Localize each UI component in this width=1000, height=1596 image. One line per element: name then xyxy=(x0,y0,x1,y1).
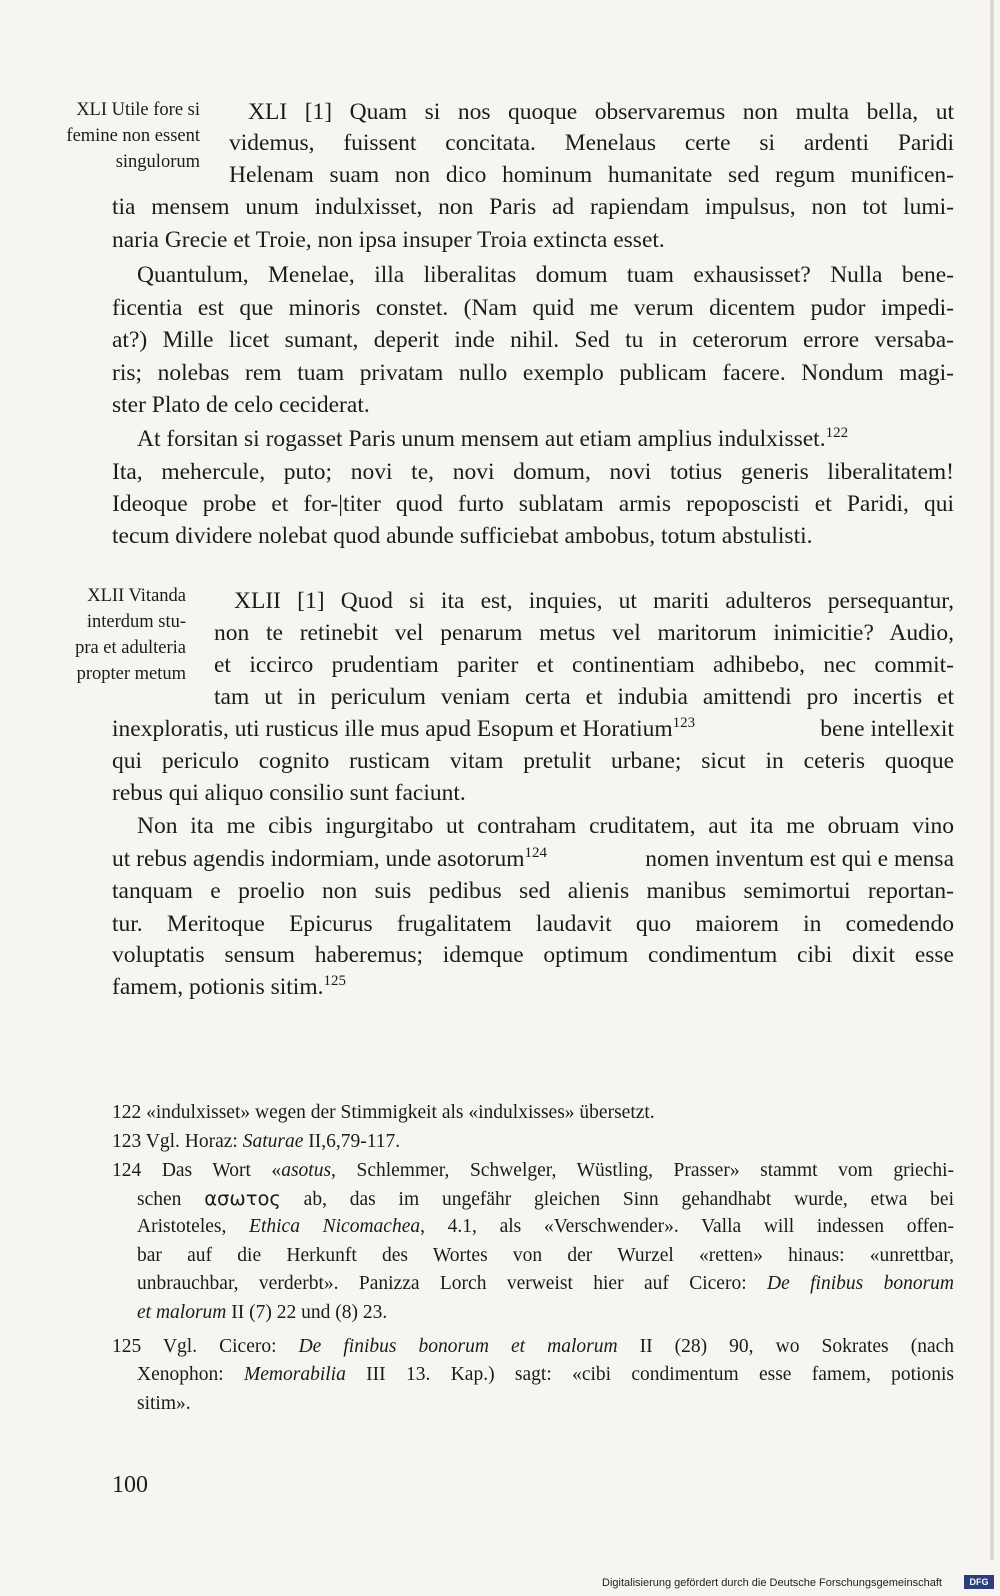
text-line: voluptatis sensum haberemus; idemque optimum condimentum cibi dixit esse xyxy=(112,942,954,968)
fn-text: II (28) 90, wo Sokrates (nach xyxy=(617,1336,955,1357)
text-line: XLI [1] Quam si nos quoque observaremus non multa bella, ut xyxy=(248,99,954,125)
fn-text: 125 Vgl. Cicero: xyxy=(112,1336,299,1357)
text-line: tanquam e proelio non suis pedibus sed alienis manibus semimortui reportan- xyxy=(112,878,954,904)
fn-line xyxy=(112,1334,954,1359)
text-fragment: nomen inventum est qui e mensa xyxy=(645,846,954,872)
text-fragment: At forsitan si rogasset Paris unum mensem aut etiam amplius indulxisset. xyxy=(137,426,826,452)
text-fragment: bene intellexit xyxy=(820,716,954,742)
margin-note-line: XLII Vitanda xyxy=(87,586,186,606)
fn-text: schen xyxy=(137,1189,205,1210)
fn-text: , Schlemmer, Schwelger, Wüstling, Prasser» stammt vom griechi- xyxy=(331,1160,954,1181)
text-line xyxy=(112,972,346,1002)
text-line xyxy=(137,424,848,454)
page-edge-shadow xyxy=(990,0,994,1560)
text-line: tam ut in periculum veniam certa et indubia amittendi pro incertis et xyxy=(214,684,954,710)
text-line: et iccirco prudentiam pariter et continentiam adhibebo, nec commit- xyxy=(214,652,954,678)
note-ref-124: 124 xyxy=(524,845,547,861)
fn-title: Memorabilia xyxy=(244,1364,346,1385)
fn-line xyxy=(137,1271,954,1296)
text-line: Ita, mehercule, puto; novi te, novi domum, novi totius generis liberalitatem! xyxy=(112,459,954,485)
fn-line xyxy=(137,1300,387,1325)
text-line: XLII [1] Quod si ita est, inquies, ut mariti adulteros persequantur, xyxy=(234,588,954,614)
fn-text: III 13. Kap.) sagt: «cibi condimentum esse famem, potionis xyxy=(345,1364,954,1385)
text-line: non te retinebit vel penarum metus vel maritorum inimicitie? Audio, xyxy=(214,620,954,646)
text-line: qui periculo cognito rusticam vitam pretulit urbane; sicut in ceteris quoque xyxy=(112,748,954,774)
fn-title: Ethica Nicomachea xyxy=(249,1216,421,1237)
footnote-123 xyxy=(112,1129,400,1154)
margin-note-line: pra et adulteria xyxy=(75,638,186,658)
text-fragment: inexploratis, uti rusticus ille mus apud Esopum et Horatium xyxy=(112,716,673,742)
note-ref-122: 122 xyxy=(825,425,849,441)
dfg-logo: DFG xyxy=(964,1575,994,1589)
fn-text: 124 Das Wort « xyxy=(112,1160,282,1181)
text-fragment: ut rebus agendis indormiam, unde asotorum xyxy=(112,846,525,872)
fn-title: asotus xyxy=(281,1160,332,1181)
footnote-122: 122 «indulxisset» wegen der Stimmigkeit als «indulxisses» übersetzt. xyxy=(112,1102,655,1123)
digitization-credit: Digitalisierung gefördert durch die Deutsche Forschungsgemeinschaft xyxy=(602,1577,942,1589)
text-line: at?) Mille licet sumant, deperit inde nihil. Sed tu in ceterorum errore versaba- xyxy=(112,327,954,353)
fn-title: De finibus bonorum et malorum xyxy=(298,1336,618,1357)
text-line: rebus qui aliquo consilio sunt faciunt. xyxy=(112,780,466,806)
fn-title: Saturae xyxy=(242,1131,304,1152)
text-line: ficentia est que minoris constet. (Nam quid me verum dicentem pudor impedi- xyxy=(112,295,954,321)
fn-line xyxy=(112,1158,954,1183)
fn-line: sitim». xyxy=(137,1393,191,1414)
text-line: Non ita me cibis ingurgitabo ut contraham cruditatem, aut ita me obruam vino xyxy=(137,813,954,839)
fn-line xyxy=(137,1362,954,1387)
margin-note-line: femine non essent xyxy=(66,126,200,146)
margin-note-xli xyxy=(0,97,200,175)
fn-greek: ασωτος xyxy=(204,1187,281,1210)
text-line: tia mensem unum indulxisset, non Paris ad rapiendam impulsus, non tot lumi- xyxy=(112,194,954,220)
text-fragment: famem, potionis sitim. xyxy=(112,974,324,1000)
text-line: naria Grecie et Troie, non ipsa insuper Troia extincta esset. xyxy=(112,227,665,253)
text-line: ris; nolebas rem tuam privatam nullo exemplo publicam facere. Nondum magi- xyxy=(112,360,954,386)
text-line: Ideoque probe et for-|titer quod furto sublatam armis repoposcisti et Paridi, qui xyxy=(112,491,954,517)
fn-text: ab, das im ungefähr gleichen Sinn gehandhabt wurde, etwa bei xyxy=(280,1189,954,1210)
fn-title: De finibus bonorum xyxy=(767,1273,954,1294)
note-ref-123: 123 xyxy=(672,715,696,731)
margin-note-xlii xyxy=(0,583,186,687)
text-line: tur. Meritoque Epicurus frugalitatem laudavit quo maiorem in comedendo xyxy=(112,911,954,937)
fn-text: II,6,79-117. xyxy=(303,1131,401,1152)
fn-line: bar auf die Herkunft des Wortes von der Wurzel «retten» hinaus: «unrettbar, xyxy=(137,1245,954,1266)
text-line: videmus, fuissent concitata. Menelaus certe si ardenti Paridi xyxy=(229,130,954,156)
fn-text: unbrauchbar, verderbt». Panizza Lorch verweist hier auf Cicero: xyxy=(137,1273,767,1294)
text-line: ster Plato de celo ceciderat. xyxy=(112,392,370,418)
margin-note-line: XLI Utile fore si xyxy=(76,100,200,120)
text-line xyxy=(112,714,954,744)
fn-text: II (7) 22 und (8) 23. xyxy=(226,1302,388,1323)
fn-text: Xenophon: xyxy=(137,1364,244,1385)
page-number: 100 xyxy=(112,1472,148,1498)
text-line xyxy=(112,844,954,874)
fn-line xyxy=(137,1214,954,1239)
fn-text: Aristoteles, xyxy=(137,1216,250,1237)
fn-text: 123 Vgl. Horaz: xyxy=(112,1131,243,1152)
fn-title: et malorum xyxy=(137,1302,227,1323)
margin-note-line: singulorum xyxy=(115,152,200,172)
text-line: tecum dividere nolebat quod abunde sufficiebat ambobus, totum abstulisti. xyxy=(112,523,813,549)
text-line: Quantulum, Menelae, illa liberalitas domum tuam exhausisset? Nulla bene- xyxy=(137,262,954,288)
text-line: Helenam suam non dico hominum humanitate sed regum munificen- xyxy=(229,162,954,188)
fn-text: , 4.1, als «Verschwender». Valla will indessen offen- xyxy=(420,1216,954,1237)
margin-note-line: propter metum xyxy=(76,664,186,684)
note-ref-125: 125 xyxy=(323,973,346,989)
margin-note-line: interdum stu- xyxy=(86,612,186,632)
fn-line xyxy=(137,1186,954,1212)
